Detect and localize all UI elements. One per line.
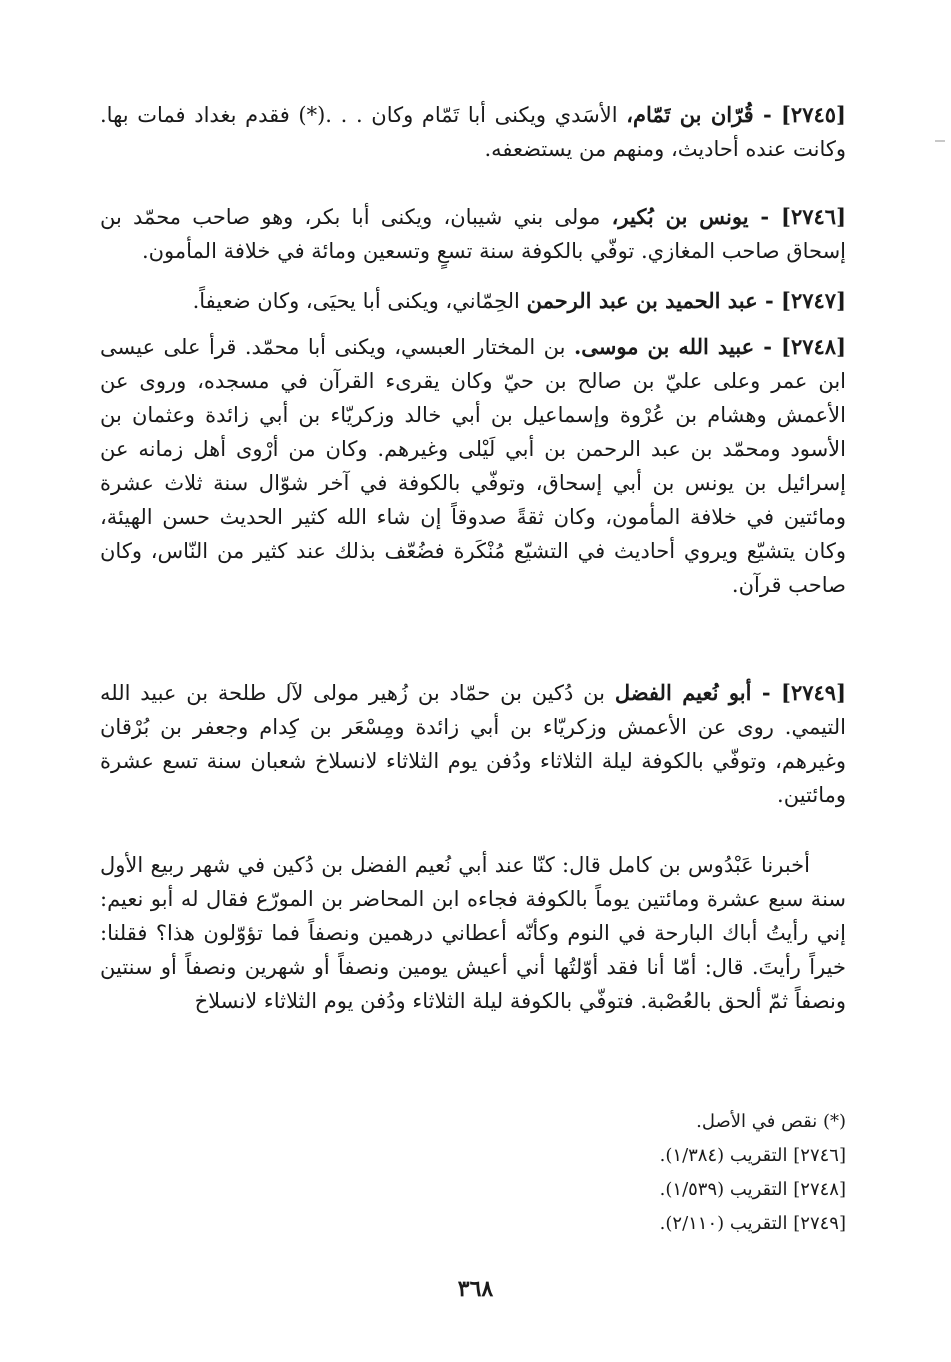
footnote: [٢٧٤٩] التقريب (٢/١١٠). xyxy=(659,1213,846,1234)
entry-2745 xyxy=(100,98,846,166)
entry-2747 xyxy=(100,284,846,318)
footnote: [٢٧٤٨] التقريب (١/٥٣٩). xyxy=(659,1179,846,1200)
footnote: (*) نقص في الأصل. xyxy=(696,1111,846,1132)
entry-2746 xyxy=(100,200,846,268)
entry-head: [٢٧٤٥] - قُرّان بن تَمّام، xyxy=(626,102,846,127)
entry-head: [٢٧٤٧] - عبد الحميد بن عبد الرحمن xyxy=(526,288,846,313)
entry-head: [٢٧٤٩] - أبو نُعيم الفضل xyxy=(614,680,846,705)
footnote: [٢٧٤٦] التقريب (١/٣٨٤). xyxy=(659,1145,846,1166)
entry-text: مولى بني شيبان، ويكنى أبا بكر، وهو صاحب محمّد بن إسحاق صاحب المغازي. توفّي بالكوفة سنة تسعٍ وتسعين ومائة في خلافة المأمون. xyxy=(100,205,846,263)
entry-head: [٢٧٤٨] - عبيد الله بن موسى. xyxy=(573,334,846,359)
page-number: ٣٦٨ xyxy=(457,1276,494,1302)
entry-text: بن المختار العبسي، ويكنى أبا محمّد. قرأ على عيسى ابن عمر وعلى عليّ بن صالح بن حيّ وكان يقرىء القرآن في مسجده، وروى عن الأعمش وهشام بن عُرْوة وإسماعيل بن أبي خالد وزكريّاء بن أبي زائدة وعثمان بن الأسود ومحمّد بن عبد الرحمن بن أبي لَيْلى وغيرهم. وكان من أرْوى أهل زمانه عن إسرائيل بن يونس بن أبي إسحاق، وتوفّي بالكوفة في آخر شوّال سنة ثلاث عشرة ومائتين في خلافة المأمون، وكان ثقةً صدوقاً إن شاء الله كثير الحديث حسن الهيئة، وكان يتشيّع ويروي أحاديث في التشيّع مُنْكَرة فضُعّف بذلك عند كثير من النّاس، وكان صاحب قرآن. xyxy=(100,335,846,597)
footnotes xyxy=(500,1105,846,1241)
entry-text: بن دُكين بن حمّاد بن زُهير مولى لآل طلحة بن عبيد الله التيمي. روى عن الأعمش وزكريّاء بن أبي زائدة ومِسْعَر بن كِدام وجعفر بن بُرْقان وغيرهم، وتوفّي بالكوفة ليلة الثلاثاء ودُفن يوم الثلاثاء لانسلاخ شعبان سنة تسع عشرة ومائتين. xyxy=(100,681,846,807)
scan-edge-mark xyxy=(935,140,945,142)
entry-text: الحِمّاني، ويكنى أبا يحيَى، وكان ضعيفاً. xyxy=(192,289,520,313)
entry-head: [٢٧٤٦] - يونس بن بُكير، xyxy=(611,204,846,229)
narration-paragraph: أخبرنا عَبْدُوس بن كامل قال: كنّا عند أبي نُعيم الفضل بن دُكين في شهر ربيع الأول سنة سبع عشرة ومائتين يوماً بالكوفة فجاءه ابن المحاضر بن المورّع فقال له أبو نعيم: إني رأيتُ أباك البارحة في النوم وكأنّه أعطاني درهمين ونصفاً فما تؤوّلون هذا؟ فقلنا: خيراً رأيتَ. قال: أمّا أنا فقد أوّلتُها أني أعيش يومين ونصفاً أو شهرين ونصفاً أو سنتين ونصفاً ثمّ ألحق بالعُصْبة. فتوفّي بالكوفة ليلة الثلاثاء ودُفن يوم الثلاثاء لانسلاخ xyxy=(100,853,846,1013)
entry-2748 xyxy=(100,330,846,602)
entry-2749 xyxy=(100,676,846,812)
entry-text: الأسَدي ويكنى أبا تَمّام وكان . . .(*) فقدم بغداد فمات بها. وكانت عنده أحاديث، ومنهم من يستضعفه. xyxy=(100,103,846,161)
